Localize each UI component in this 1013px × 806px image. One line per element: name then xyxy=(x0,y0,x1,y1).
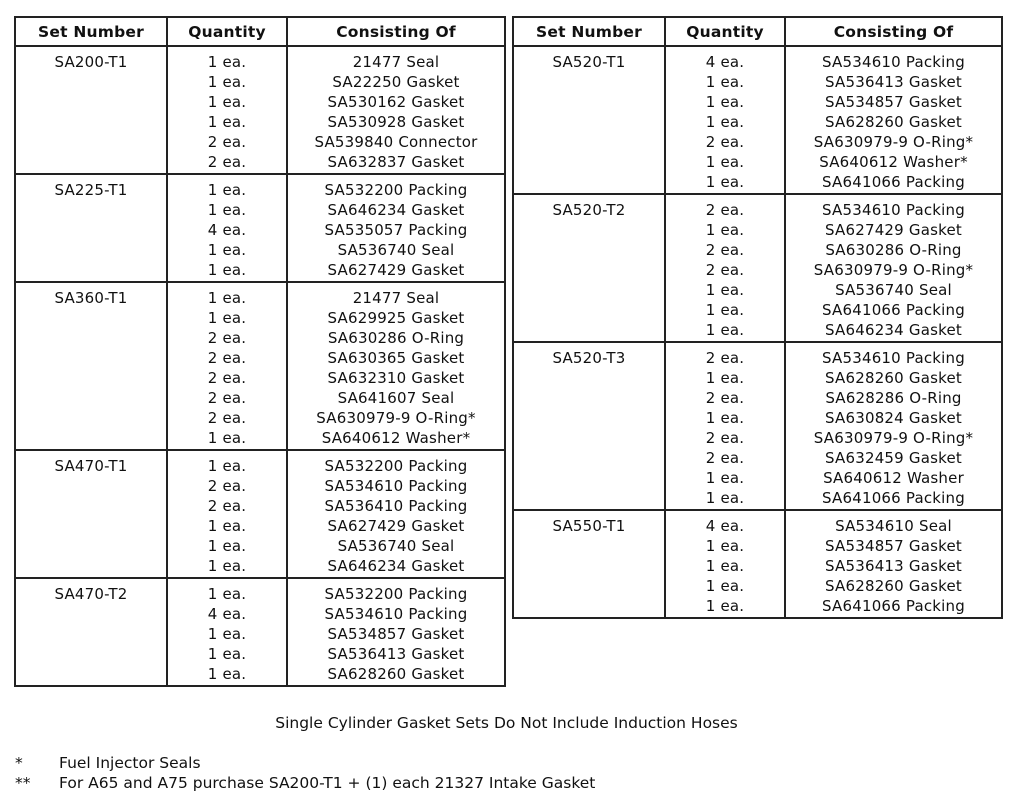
footnote-intake-gasket xyxy=(15,773,595,793)
part-item: SA632310 Gasket xyxy=(327,369,465,387)
quantity-value: 2 ea. xyxy=(207,329,247,347)
part-item: SA628260 Gasket xyxy=(327,665,465,683)
quantity-value: 1 ea. xyxy=(705,153,745,171)
part-item: SA630286 O-Ring xyxy=(825,241,962,259)
part-item: 21477 Seal xyxy=(352,289,440,307)
part-item: SA630979-9 O-Ring* xyxy=(813,429,974,447)
quantity-value: 2 ea. xyxy=(207,477,247,495)
right-gasket-set-table xyxy=(512,16,1003,619)
part-item: SA646234 Gasket xyxy=(327,201,465,219)
part-item: 21477 Seal xyxy=(352,53,440,71)
set-number: SA520-T1 xyxy=(552,53,626,71)
quantity-value: 1 ea. xyxy=(705,113,745,131)
quantity-value: 1 ea. xyxy=(207,625,247,643)
part-item: SA630979-9 O-Ring* xyxy=(316,409,476,427)
footnote-fuel-injector xyxy=(15,753,201,773)
quantity-value: 1 ea. xyxy=(705,301,745,319)
part-item: SA539840 Connector xyxy=(314,133,478,151)
quantity-value: 4 ea. xyxy=(207,605,247,623)
right-table-body xyxy=(513,46,1002,618)
set-number: SA200-T1 xyxy=(54,53,128,71)
set-number: SA520-T3 xyxy=(552,349,626,367)
header-set-number: Set Number xyxy=(15,17,167,46)
part-item: SA532200 Packing xyxy=(324,181,468,199)
left-gasket-set-table xyxy=(14,16,506,687)
part-item: SA536413 Gasket xyxy=(825,557,962,575)
consisting-of-cell xyxy=(287,174,505,282)
quantity-value: 1 ea. xyxy=(705,173,745,191)
set-row xyxy=(15,450,505,578)
quantity-value: 2 ea. xyxy=(207,369,247,387)
set-number-cell xyxy=(513,46,665,194)
header-quantity: Quantity xyxy=(167,17,287,46)
set-row xyxy=(15,578,505,686)
part-item: SA640612 Washer* xyxy=(321,429,471,447)
quantity-value: 1 ea. xyxy=(705,537,745,555)
part-item: SA532200 Packing xyxy=(324,585,468,603)
part-item: SA629925 Gasket xyxy=(327,309,465,327)
quantity-cell xyxy=(167,450,287,578)
part-item: SA646234 Gasket xyxy=(327,557,465,575)
quantity-value: 2 ea. xyxy=(207,349,247,367)
set-number-cell xyxy=(513,194,665,342)
set-row xyxy=(513,510,1002,618)
set-number-cell xyxy=(513,510,665,618)
set-number: SA470-T1 xyxy=(54,457,128,475)
set-number: SA225-T1 xyxy=(54,181,128,199)
quantity-value: 1 ea. xyxy=(705,469,745,487)
set-number: SA470-T2 xyxy=(54,585,128,603)
quantity-value: 1 ea. xyxy=(207,113,247,131)
quantity-value: 2 ea. xyxy=(207,133,247,151)
part-item: SA641066 Packing xyxy=(822,301,965,319)
consisting-of-cell xyxy=(287,282,505,450)
quantity-value: 2 ea. xyxy=(705,389,745,407)
part-item: SA536410 Packing xyxy=(324,497,468,515)
quantity-value: 1 ea. xyxy=(207,457,247,475)
set-number: SA520-T2 xyxy=(552,201,626,219)
part-item: SA627429 Gasket xyxy=(327,517,465,535)
quantity-cell xyxy=(167,282,287,450)
induction-hose-note: Single Cylinder Gasket Sets Do Not Include Induction Hoses xyxy=(275,714,738,732)
quantity-value: 1 ea. xyxy=(705,597,745,615)
quantity-value: 4 ea. xyxy=(705,517,745,535)
part-item: SA641066 Packing xyxy=(822,597,965,615)
part-item: SA530162 Gasket xyxy=(327,93,465,111)
footnote-mark: ** xyxy=(15,774,31,792)
part-item: SA632837 Gasket xyxy=(327,153,465,171)
part-item: SA532200 Packing xyxy=(324,457,468,475)
quantity-value: 2 ea. xyxy=(705,133,745,151)
consisting-of-cell xyxy=(287,46,505,174)
part-item: SA534610 Packing xyxy=(822,53,965,71)
quantity-value: 2 ea. xyxy=(705,349,745,367)
consisting-of-cell xyxy=(785,342,1002,510)
header-quantity: Quantity xyxy=(665,17,785,46)
quantity-value: 1 ea. xyxy=(207,93,247,111)
part-item: SA632459 Gasket xyxy=(825,449,962,467)
part-item: SA22250 Gasket xyxy=(332,73,460,91)
set-number-cell xyxy=(15,450,167,578)
part-item: SA536413 Gasket xyxy=(825,73,962,91)
consisting-of-cell xyxy=(785,194,1002,342)
quantity-cell xyxy=(665,194,785,342)
part-item: SA534610 Packing xyxy=(324,477,468,495)
quantity-cell xyxy=(167,46,287,174)
set-number-cell xyxy=(15,578,167,686)
left-table-body xyxy=(15,46,505,686)
set-number-cell xyxy=(513,342,665,510)
header-consisting-of: Consisting Of xyxy=(785,17,1002,46)
quantity-value: 2 ea. xyxy=(705,429,745,447)
quantity-value: 1 ea. xyxy=(705,577,745,595)
header-set-number: Set Number xyxy=(513,17,665,46)
set-number-cell xyxy=(15,174,167,282)
part-item: SA630979-9 O-Ring* xyxy=(813,133,974,151)
set-row xyxy=(513,194,1002,342)
quantity-cell xyxy=(665,510,785,618)
footnote-text: Fuel Injector Seals xyxy=(59,754,201,772)
quantity-value: 1 ea. xyxy=(207,201,247,219)
quantity-cell xyxy=(665,342,785,510)
part-item: SA628260 Gasket xyxy=(825,113,962,131)
quantity-value: 1 ea. xyxy=(207,665,247,683)
quantity-value: 1 ea. xyxy=(207,517,247,535)
quantity-value: 1 ea. xyxy=(207,73,247,91)
set-row xyxy=(513,342,1002,510)
consisting-of-cell xyxy=(287,578,505,686)
set-number: SA550-T1 xyxy=(552,517,626,535)
part-item: SA534857 Gasket xyxy=(825,537,962,555)
quantity-value: 1 ea. xyxy=(207,309,247,327)
part-item: SA534610 Packing xyxy=(324,605,468,623)
set-row xyxy=(15,282,505,450)
quantity-value: 2 ea. xyxy=(207,409,247,427)
quantity-value: 1 ea. xyxy=(705,321,745,339)
part-item: SA630286 O-Ring xyxy=(327,329,465,347)
set-row xyxy=(513,46,1002,194)
part-item: SA640612 Washer* xyxy=(819,153,968,171)
consisting-of-cell xyxy=(287,450,505,578)
set-number-cell xyxy=(15,46,167,174)
quantity-value: 1 ea. xyxy=(207,261,247,279)
part-item: SA628260 Gasket xyxy=(825,577,962,595)
part-item: SA630824 Gasket xyxy=(825,409,962,427)
part-item: SA530928 Gasket xyxy=(327,113,465,131)
part-item: SA535057 Packing xyxy=(324,221,468,239)
quantity-value: 1 ea. xyxy=(207,645,247,663)
quantity-value: 2 ea. xyxy=(705,261,745,279)
footnote-text: For A65 and A75 purchase SA200-T1 + (1) each 21327 Intake Gasket xyxy=(59,774,596,792)
consisting-of-cell xyxy=(785,46,1002,194)
quantity-value: 1 ea. xyxy=(705,281,745,299)
quantity-value: 1 ea. xyxy=(705,221,745,239)
quantity-value: 1 ea. xyxy=(705,369,745,387)
quantity-cell xyxy=(167,174,287,282)
footnote-mark: * xyxy=(15,754,23,772)
part-item: SA641066 Packing xyxy=(822,489,965,507)
part-item: SA536740 Seal xyxy=(337,241,455,259)
quantity-value: 2 ea. xyxy=(705,449,745,467)
quantity-value: 2 ea. xyxy=(705,241,745,259)
quantity-value: 1 ea. xyxy=(207,537,247,555)
quantity-value: 1 ea. xyxy=(207,585,247,603)
part-item: SA627429 Gasket xyxy=(327,261,465,279)
quantity-value: 4 ea. xyxy=(705,53,745,71)
part-item: SA536740 Seal xyxy=(337,537,455,555)
quantity-value: 2 ea. xyxy=(705,201,745,219)
quantity-value: 1 ea. xyxy=(705,489,745,507)
part-item: SA646234 Gasket xyxy=(825,321,962,339)
set-number-cell xyxy=(15,282,167,450)
part-item: SA628286 O-Ring xyxy=(825,389,962,407)
quantity-value: 1 ea. xyxy=(705,557,745,575)
quantity-value: 1 ea. xyxy=(207,429,247,447)
part-item: SA630365 Gasket xyxy=(327,349,465,367)
quantity-value: 1 ea. xyxy=(705,73,745,91)
part-item: SA630979-9 O-Ring* xyxy=(813,261,974,279)
header-consisting-of: Consisting Of xyxy=(287,17,505,46)
part-item: SA627429 Gasket xyxy=(825,221,962,239)
quantity-value: 1 ea. xyxy=(207,289,247,307)
quantity-cell xyxy=(167,578,287,686)
part-item: SA641607 Seal xyxy=(337,389,455,407)
quantity-value: 1 ea. xyxy=(207,241,247,259)
quantity-value: 1 ea. xyxy=(207,557,247,575)
part-item: SA536740 Seal xyxy=(835,281,952,299)
quantity-value: 2 ea. xyxy=(207,153,247,171)
quantity-value: 2 ea. xyxy=(207,497,247,515)
quantity-value: 1 ea. xyxy=(705,93,745,111)
set-row xyxy=(15,174,505,282)
quantity-value: 1 ea. xyxy=(207,53,247,71)
quantity-value: 1 ea. xyxy=(207,181,247,199)
quantity-value: 4 ea. xyxy=(207,221,247,239)
set-row xyxy=(15,46,505,174)
part-item: SA534610 Packing xyxy=(822,349,965,367)
part-item: SA640612 Washer xyxy=(823,469,964,487)
part-item: SA534610 Packing xyxy=(822,201,965,219)
part-item: SA628260 Gasket xyxy=(825,369,962,387)
part-item: SA534857 Gasket xyxy=(327,625,465,643)
part-item: SA641066 Packing xyxy=(822,173,965,191)
set-number: SA360-T1 xyxy=(54,289,128,307)
quantity-value: 2 ea. xyxy=(207,389,247,407)
part-item: SA534610 Seal xyxy=(835,517,952,535)
part-item: SA534857 Gasket xyxy=(825,93,962,111)
consisting-of-cell xyxy=(785,510,1002,618)
part-item: SA536413 Gasket xyxy=(327,645,465,663)
quantity-cell xyxy=(665,46,785,194)
quantity-value: 1 ea. xyxy=(705,409,745,427)
